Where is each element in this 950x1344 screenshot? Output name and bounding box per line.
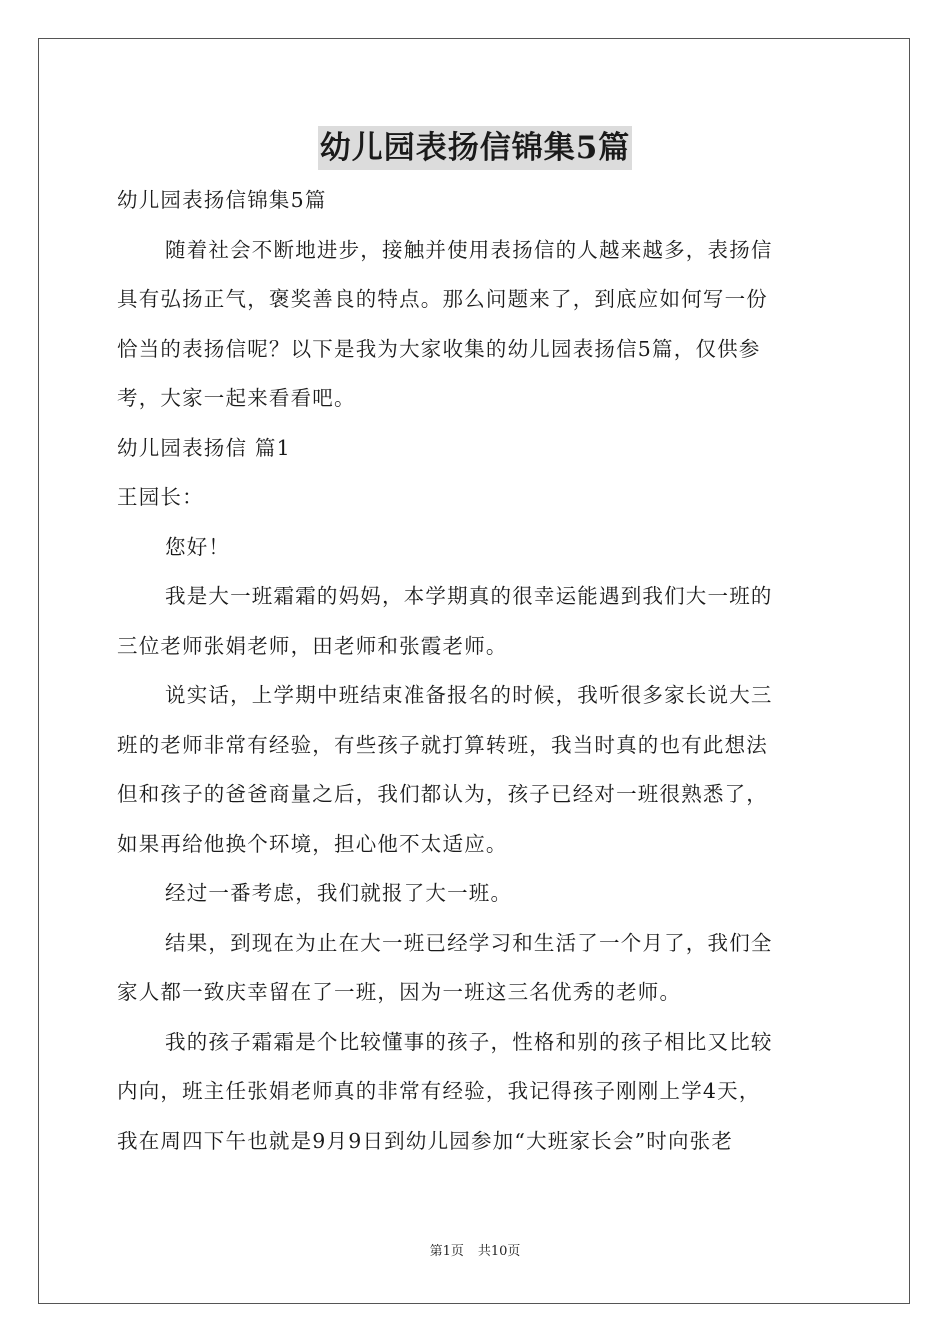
title-container [0,126,950,170]
page-number: 第1页 [429,1244,464,1259]
text-line: 经过一番考虑，我们就报了大一班。 [165,881,513,905]
text-line: 具有弘扬正气，褒奖善良的特点。那么问题来了，到底应如何写一份 [117,287,768,311]
text-line: 考，大家一起来看看吧。 [117,386,356,410]
document-body [117,176,833,1166]
text-line: 说实话，上学期中班结束准备报名的时候，我听很多家长说大三 [165,683,773,707]
text-line: 随着社会不断地进步，接触并使用表扬信的人越来越多，表扬信 [165,237,773,262]
text-line: 您好！ [165,534,231,559]
document-title: 幼儿园表扬信锦集5篇 [318,126,633,170]
text-line: 我在周四下午也就是9月9日到幼儿园参加“大班家长会”时向张老 [117,1128,734,1153]
text-line: 我是大一班霜霜的妈妈，本学期真的很幸运能遇到我们大一班的 [165,584,773,608]
text-line: 幼儿园表扬信 篇1 [117,435,291,460]
page-footer [0,1240,950,1259]
text-line: 恰当的表扬信呢？以下是我为大家收集的幼儿园表扬信5篇，仅供参 [117,336,761,361]
text-line: 但和孩子的爸爸商量之后，我们都认为，孩子已经对一班很熟悉了， [117,782,768,806]
text-line: 内向，班主任张娟老师真的非常有经验，我记得孩子刚刚上学4天， [117,1079,761,1103]
text-line: 如果再给他换个环境，担心他不太适应。 [117,831,508,856]
page-total: 共10页 [477,1244,521,1259]
text-line: 班的老师非常有经验，有些孩子就打算转班，我当时真的也有此想法 [117,732,768,757]
text-line: 家人都一致庆幸留在了一班，因为一班这三名优秀的老师。 [117,980,682,1004]
text-line: 幼儿园表扬信锦集5篇 [117,188,327,212]
text-line: 王园长： [117,485,204,509]
text-line: 我的孩子霜霜是个比较懂事的孩子，性格和别的孩子相比又比较 [165,1029,773,1054]
text-line: 结果，到现在为止在大一班已经学习和生活了一个月了，我们全 [165,930,773,955]
text-line: 三位老师张娟老师，田老师和张霞老师。 [117,633,508,658]
